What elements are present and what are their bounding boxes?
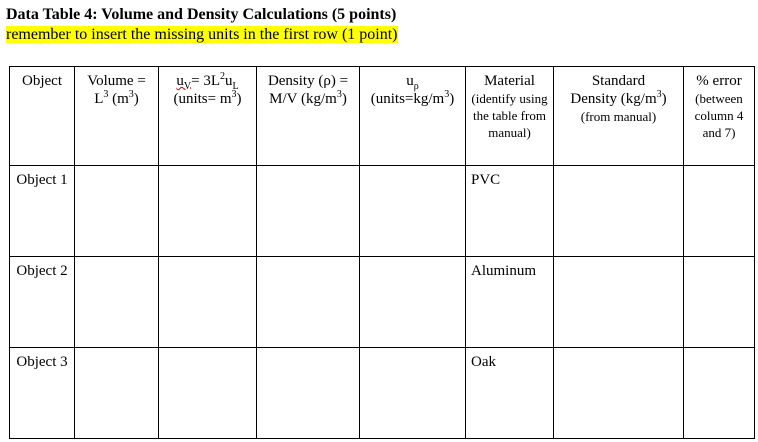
table-row [10, 257, 755, 348]
material-cell: Oak [466, 348, 554, 439]
standard-line3: (from manual) [580, 109, 657, 124]
object-cell: Object 2 [10, 257, 75, 348]
instruction-note [6, 25, 398, 44]
header-volume [75, 67, 159, 166]
page-title: Data Table 4: Volume and Density Calculations (5 points) [6, 6, 397, 23]
object-cell: Object 3 [10, 348, 75, 439]
error-detail: (between column 4 and 7) [694, 91, 744, 140]
up-cell[interactable] [360, 348, 466, 439]
standard-density-cell[interactable] [554, 257, 684, 348]
volume-cell[interactable] [75, 257, 159, 348]
standard-density-cell[interactable] [554, 348, 684, 439]
header-row [10, 67, 755, 166]
up-units: $(units=kg/m^3)$ [370, 89, 455, 107]
table-row [10, 348, 755, 439]
percent-error-cell[interactable] [684, 348, 755, 439]
header-object [10, 67, 75, 166]
header-material [466, 67, 554, 166]
volume-line1: Volume = [87, 73, 146, 89]
percent-error-cell[interactable] [684, 257, 755, 348]
density-line2: M/V $(kg/m^3)$ [269, 89, 347, 107]
percent-error-cell[interactable] [684, 166, 755, 257]
material-cell: PVC [466, 166, 554, 257]
object-cell: Object 1 [10, 166, 75, 257]
header-volume-uncertainty [159, 67, 257, 166]
data-table [9, 66, 755, 439]
uv-cell[interactable] [159, 348, 257, 439]
material-cell: Aluminum [466, 257, 554, 348]
volume-line2: $L^3$ $(m^3)$ [94, 89, 139, 107]
material-title: Material [484, 73, 535, 89]
standard-line1: Standard [591, 73, 646, 89]
up-cell[interactable] [360, 166, 466, 257]
header-object-label: Object [22, 73, 62, 89]
uv-formula: $u_V= 3L^2u_L$ [176, 71, 239, 92]
density-cell[interactable] [257, 166, 360, 257]
uv-cell[interactable] [159, 257, 257, 348]
standard-density-cell[interactable] [554, 166, 684, 257]
table-row [10, 166, 755, 257]
standard-line2: Density $(kg/m^3)$ [570, 89, 667, 107]
density-line1: Density (ρ) = [267, 73, 349, 89]
header-density [257, 67, 360, 166]
uv-cell[interactable] [159, 166, 257, 257]
material-detail: (identify using the table from manual) [471, 91, 548, 140]
up-symbol: $u_\rho$ [406, 73, 419, 92]
header-density-uncertainty [360, 67, 466, 166]
density-cell[interactable] [257, 257, 360, 348]
volume-cell[interactable] [75, 348, 159, 439]
header-standard-density [554, 67, 684, 166]
error-title: % error [696, 73, 742, 89]
header-percent-error [684, 67, 755, 166]
uv-units: (units= $m^3$) [173, 89, 242, 107]
highlighted-note-text: remember to insert the missing units in the first row (1 point) [6, 26, 398, 43]
density-cell[interactable] [257, 348, 360, 439]
up-cell[interactable] [360, 257, 466, 348]
volume-cell[interactable] [75, 166, 159, 257]
